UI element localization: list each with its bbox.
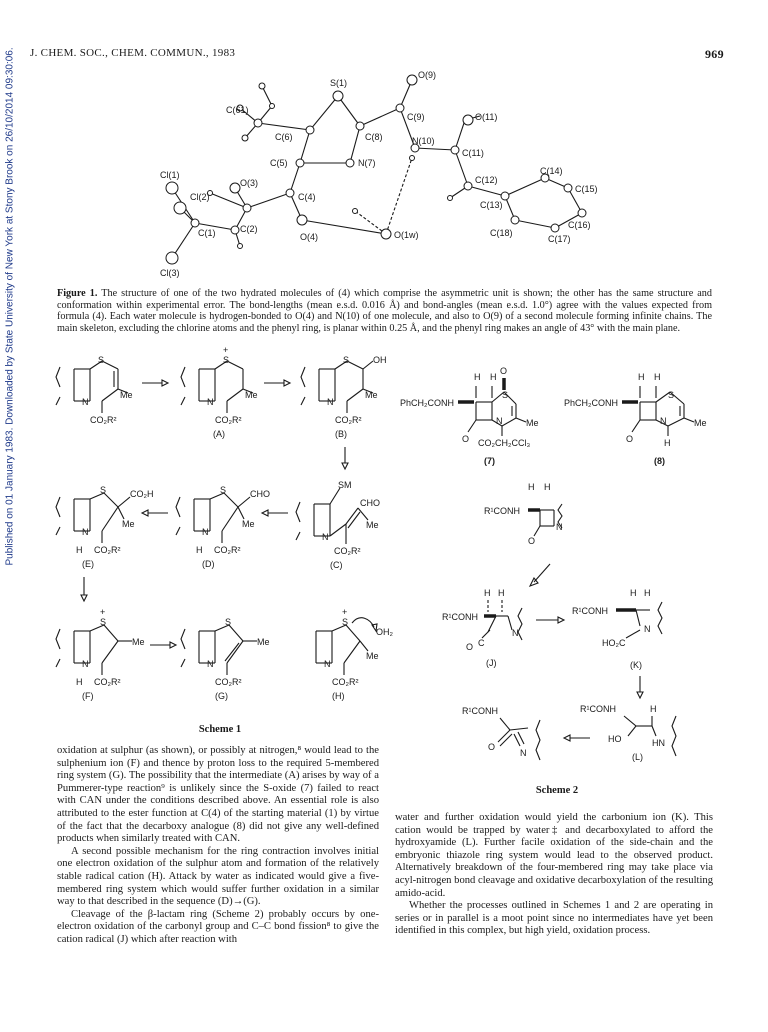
journal-header: J. CHEM. SOC., CHEM. COMMUN., 1983 (30, 47, 236, 59)
h-atom: H (544, 482, 551, 492)
o-atom: O (626, 434, 634, 444)
label-K: (K) (630, 660, 642, 670)
paragraph: water and further oxidation would yield the carbonium ion (K). This cation would be trapped by water‡ and decarboxylated to afford the hydroxyamide (L). Further facile oxidation of the side-chain and the embryonic thiazole ring system would lead to the observed product. Alternatively breakdown of the four-membered ring may take place via acyl-nitrogen bond cleavage and oxidative decarboxylation of the resulting amido-acid. (395, 812, 713, 899)
n-atom: N (82, 527, 89, 537)
methyl-group: Me (245, 390, 258, 400)
h-atom: H (484, 588, 491, 598)
caption-label: Figure 1. (57, 288, 98, 299)
o-atom: O (462, 434, 470, 444)
h-atom: H (650, 704, 657, 714)
atom-label: Cl(2) (190, 192, 210, 202)
page-number: 969 (705, 47, 724, 61)
n-atom: N (556, 522, 563, 532)
scheme-2-title: Scheme 2 (535, 785, 579, 796)
plus-charge: + (342, 607, 348, 617)
atom-label: O(3) (240, 178, 258, 188)
atom-label: C(11) (462, 148, 484, 158)
atom-label: C(5) (270, 158, 288, 168)
n-atom: N (512, 628, 519, 638)
plus-charge: + (100, 607, 106, 617)
h-atom: H (630, 588, 637, 598)
acylamino-label: R¹CONH (462, 706, 498, 716)
ester-group: CO₂R² (335, 415, 362, 425)
figure-1-structure (150, 68, 630, 283)
atom-label: O(1w) (394, 230, 419, 240)
paragraph: oxidation at sulphur (as shown), or possibly at nitrogen,⁸ would lead to the sulphenium ion (F) and thence by proton loss to the required 5-membered ring system (G). The possibility that the intermediate (A) arises by way of a Pummerer-type reaction⁹ is unlikely since the S-oxide (7) failed to react with CAN under the conditions described above. An essential role is also attributed to the ester function at C(4) of the starting material (1) by virtue of the fact that the decarboxy analogue (8) did not give any well-defined products when similarly treated with CAN. (57, 745, 379, 845)
atom-label: C(13) (480, 200, 503, 210)
label-H: (H) (332, 691, 345, 701)
n-atom: N (496, 416, 503, 426)
n-atom: N (207, 397, 214, 407)
atom-label: N(7) (358, 158, 376, 168)
side-chain-label: PhCH₂CONH (564, 398, 618, 408)
ester-group: CO₂R² (214, 545, 241, 555)
methyl-group: Me (526, 418, 539, 428)
s-atom: S (223, 355, 230, 365)
ester-group: CO₂R² (215, 677, 242, 687)
atom-label: C(9) (407, 112, 425, 122)
methyl-group: Me (366, 520, 379, 530)
n-atom: N (644, 624, 651, 634)
label-C: (C) (330, 560, 343, 570)
label-B: (B) (335, 429, 347, 439)
aldehyde-group: CHO (250, 489, 270, 499)
s-atom: S (100, 485, 107, 495)
n-atom: N (660, 416, 667, 426)
n-atom: N (207, 659, 214, 669)
ester-group: CO₂R² (215, 415, 242, 425)
methyl-group: Me (120, 390, 133, 400)
caption-text: The structure of one of the two hydrated molecules of (4) which comprise the asymmetric unit is shown; the other has the same structure and conformation within experimental error. The bond-lengths (mean e.s.d. 0.016 Å) and bond-angles (mean e.s.d. 1.0°) agree with the values expected from formula (4). Each water molecule is hydrogen-bonded to O(4) and N(10) of one molecule, and also to O(9) of a second molecule forming infinite chains. The main skeleton, excluding the chlorine atoms and the phenyl ring, is planar within 0.25 Å, and the phenyl ring makes an angle of 43° with the main plane. (57, 288, 712, 334)
o-atom: O (466, 642, 474, 652)
label-L: (L) (632, 752, 643, 762)
atom-label: O(9) (418, 70, 436, 80)
download-note: Published on 01 January 1983. Downloaded by State University of New York at Stony Brook on 26/10/2014 09:30:06. (4, 47, 16, 566)
hydroxyl-group: HO (608, 734, 622, 744)
atom-label: N(10) (412, 136, 435, 146)
methyl-group: Me (694, 418, 707, 428)
n-atom: N (324, 659, 331, 669)
s-atom: S (100, 617, 107, 627)
body-left-column (57, 745, 379, 947)
methyl-group: Me (257, 637, 270, 647)
atom-label: O(11) (475, 112, 498, 122)
atom-label: Cl(1) (160, 170, 180, 180)
ester-group: CO₂R² (94, 545, 121, 555)
atom-label: S(1) (330, 78, 348, 88)
s-atom: S (220, 485, 227, 495)
methyl-group: Me (122, 519, 135, 529)
h-atom: H (654, 372, 661, 382)
s-atom: S (225, 617, 232, 627)
label-F: (F) (82, 691, 94, 701)
atom-label: C(4) (298, 192, 316, 202)
plus-charge: + (223, 345, 229, 355)
compounds-7-8 (398, 360, 728, 472)
acylamino-label: R¹CONH (484, 506, 520, 516)
atom-label: C(15) (575, 184, 598, 194)
ester-group: CO₂R² (334, 546, 361, 556)
s-atom: S (502, 390, 509, 400)
h-atom: H (196, 545, 203, 555)
h-atom: H (528, 482, 535, 492)
n-atom: N (202, 527, 209, 537)
n-atom: N (520, 748, 527, 758)
scheme-1-title: Scheme 1 (198, 724, 242, 735)
h-atom: H (638, 372, 645, 382)
label-J: (J) (486, 658, 497, 668)
aldehyde-group: CHO (360, 498, 380, 508)
atom-label: C(17) (548, 234, 571, 244)
acylamino-label: R¹CONH (442, 612, 478, 622)
atom-label: C(6) (275, 132, 293, 142)
h-atom: H (76, 677, 83, 687)
acylamino-label: R¹CONH (580, 704, 616, 714)
atom-label: C(61) (226, 105, 249, 115)
atom-label: C(18) (490, 228, 513, 238)
amine-group: HN (652, 738, 665, 748)
thiolate-group: SM (338, 480, 352, 490)
s-atom: S (343, 355, 350, 365)
atom-label: C(14) (540, 166, 563, 176)
methyl-group: Me (242, 519, 255, 529)
s-atom: S (342, 617, 349, 627)
label-7: (7) (484, 456, 495, 466)
paragraph: Whether the processes outlined in Schemes 1 and 2 are operating in series or in parallel is a moot point since no intermediates have yet been identified in this complex, but high yield, oxidation process. (395, 900, 713, 937)
s-atom: S (668, 390, 675, 400)
c-atom: C (478, 638, 485, 648)
s-atom: S (98, 355, 105, 365)
h-atom: H (490, 372, 497, 382)
h-atom: H (498, 588, 505, 598)
paragraph: A second possible mechanism for the ring contraction involves initial one electron oxidation of the sulphur atom and formation of the relatively stable radical cation (H). Attack by water as indicated would give a five-membered ring system which would suffer further oxidation in a similar way to that described in the sequence (D)→(G). (57, 845, 379, 908)
water-group: OH₂ (376, 627, 393, 637)
n-atom: N (82, 659, 89, 669)
methyl-group: Me (365, 390, 378, 400)
atom-label: C(2) (240, 224, 258, 234)
atom-label: C(8) (365, 132, 383, 142)
h-atom: H (644, 588, 651, 598)
scheme-1-diagram (52, 345, 393, 725)
n-atom: N (322, 532, 329, 542)
ester-group: CO₂R² (90, 415, 117, 425)
label-A: (A) (213, 429, 225, 439)
label-E: (E) (82, 559, 94, 569)
carboxyl-group: CO₂H (130, 489, 154, 499)
h-atom: H (76, 545, 83, 555)
atom-label: Cl(3) (160, 268, 180, 278)
atom-label: O(4) (300, 232, 318, 242)
ester-group: CO₂R² (94, 677, 121, 687)
label-G: (G) (215, 691, 228, 701)
side-chain-label: PhCH₂CONH (400, 398, 454, 408)
carboxy-group: HO₂C (602, 638, 626, 648)
n-atom: N (327, 397, 334, 407)
atom-label: C(1) (198, 228, 216, 238)
body-right-column (395, 812, 713, 938)
paragraph: Cleavage of the β-lactam ring (Scheme 2) probably occurs by one-electron oxidation of the carbonyl group and C–C bond fission⁸ to give the cation radical (J) which after reaction with (57, 908, 379, 945)
n-atom: N (82, 397, 89, 407)
label-D: (D) (202, 559, 215, 569)
o-atom: O (488, 742, 496, 752)
scheme-2-diagram (440, 480, 720, 760)
hydroxyl-group: OH (373, 355, 387, 365)
atom-label: C(16) (568, 220, 591, 230)
label-8: (8) (654, 456, 665, 466)
ester-group: CO₂R² (332, 677, 359, 687)
acylamino-label: R¹CONH (572, 606, 608, 616)
figure-1-caption (57, 288, 712, 334)
methyl-group: Me (132, 637, 145, 647)
methyl-group: Me (366, 651, 379, 661)
h-atom: H (664, 438, 671, 448)
o-atom: O (528, 536, 536, 546)
o-atom: O (500, 366, 508, 376)
h-atom: H (474, 372, 481, 382)
ester-group: CO₂CH₂CCl₃ (478, 438, 531, 448)
atom-label: C(12) (475, 175, 498, 185)
